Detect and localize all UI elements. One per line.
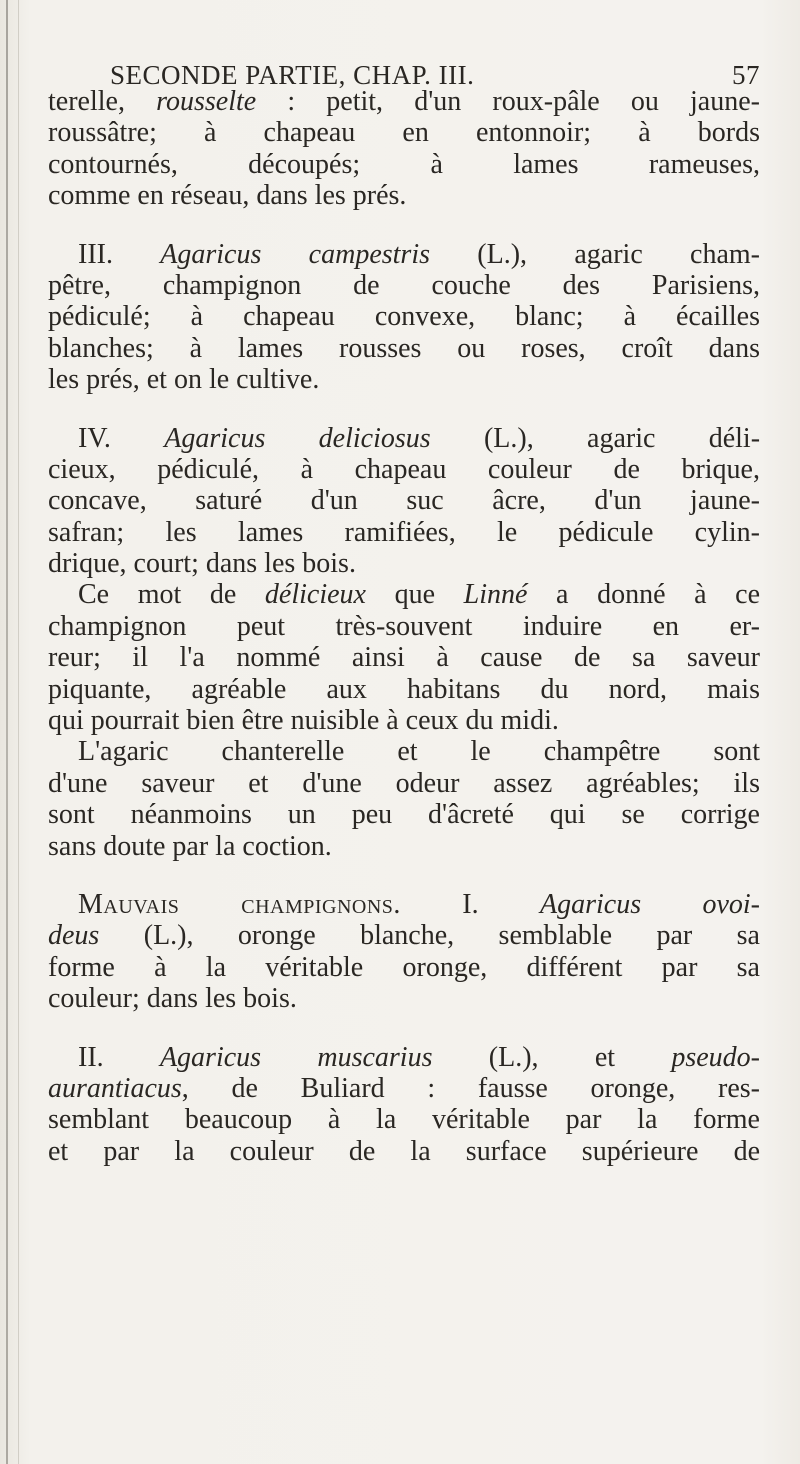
text-line: IV. Agaricus deliciosus (L.), agaric déli- bbox=[78, 422, 761, 454]
running-title: SECONDE PARTIE, CHAP. III. bbox=[110, 60, 475, 90]
text-line: sont néanmoins un peu d'âcreté qui se corrige bbox=[48, 799, 760, 831]
text-line: Mauvais champignons. I. Agaricus ovoi- bbox=[78, 888, 760, 920]
text-line: qui pourrait bien être nuisible à ceux du midi. bbox=[48, 705, 559, 737]
text-line: semblant beaucoup à la véritable par la forme bbox=[48, 1104, 760, 1136]
text-line: champignon peut très-souvent induire en er- bbox=[48, 610, 760, 642]
text-line: forme à la véritable oronge, différent par sa bbox=[48, 951, 760, 983]
text-line: cieux, pédiculé, à chapeau couleur de brique, bbox=[48, 453, 760, 485]
text-line: III. Agaricus campestris (L.), agaric cham- bbox=[78, 238, 760, 270]
paragraph-delicieux-note bbox=[48, 579, 760, 736]
text-line: couleur; dans les bois. bbox=[48, 983, 297, 1015]
text-line: deus (L.), oronge blanche, semblable par sa bbox=[48, 920, 760, 952]
text-line: roussâtre; à chapeau en entonnoir; à bords bbox=[48, 117, 760, 149]
text-line: II. Agaricus muscarius (L.), et pseudo- bbox=[78, 1041, 760, 1073]
paragraph-mauvais-champignons bbox=[48, 889, 760, 1015]
text-line: aurantiacus, de Buliard : fausse oronge, res- bbox=[48, 1072, 760, 1104]
text-line: blanches; à lames rousses ou roses, croît dans bbox=[48, 332, 760, 364]
text-line: drique, court; dans les bois. bbox=[48, 548, 356, 580]
paragraph-agaricus-deliciosus bbox=[48, 423, 760, 580]
text-line: d'une saveur et d'une odeur assez agréables; ils bbox=[48, 767, 760, 799]
text-line: les prés, et on le cultive. bbox=[48, 364, 320, 396]
binding-edge-inner bbox=[18, 0, 19, 1464]
paragraph-agaricus-campestris bbox=[48, 239, 760, 396]
text-line: comme en réseau, dans les prés. bbox=[48, 180, 407, 212]
text-line: concave, saturé d'un suc âcre, d'un jaune- bbox=[48, 485, 760, 517]
text-line: et par la couleur de la surface supérieure de bbox=[48, 1135, 760, 1167]
text-line: pédiculé; à chapeau convexe, blanc; à écailles bbox=[48, 301, 760, 333]
text-line: L'agaric chanterelle et le champêtre sont bbox=[78, 736, 760, 768]
text-line: sans doute par la coction. bbox=[48, 830, 332, 862]
text-line: piquante, agréable aux habitans du nord, mais bbox=[48, 673, 760, 705]
paragraph-agaricus-muscarius bbox=[48, 1042, 760, 1168]
text-line: reur; il l'a nommé ainsi à cause de sa saveur bbox=[48, 642, 760, 674]
paragraph-chanterelle-note bbox=[48, 736, 760, 862]
text-line: pêtre, champignon de couche des Parisiens, bbox=[48, 269, 760, 301]
text-line: Ce mot de délicieux que Linné a donné à ce bbox=[78, 579, 760, 611]
text-line: terelle, rousselte : petit, d'un roux-pâle ou jaune- bbox=[48, 86, 760, 117]
body-text bbox=[48, 86, 760, 1167]
paragraph-continuation bbox=[48, 86, 760, 212]
text-line: contournés, découpés; à lames rameuses, bbox=[48, 148, 760, 180]
page-number: 57 bbox=[732, 60, 760, 90]
text-line: safran; les lames ramifiées, le pédicule cylin- bbox=[48, 516, 760, 548]
binding-edge bbox=[6, 0, 8, 1464]
